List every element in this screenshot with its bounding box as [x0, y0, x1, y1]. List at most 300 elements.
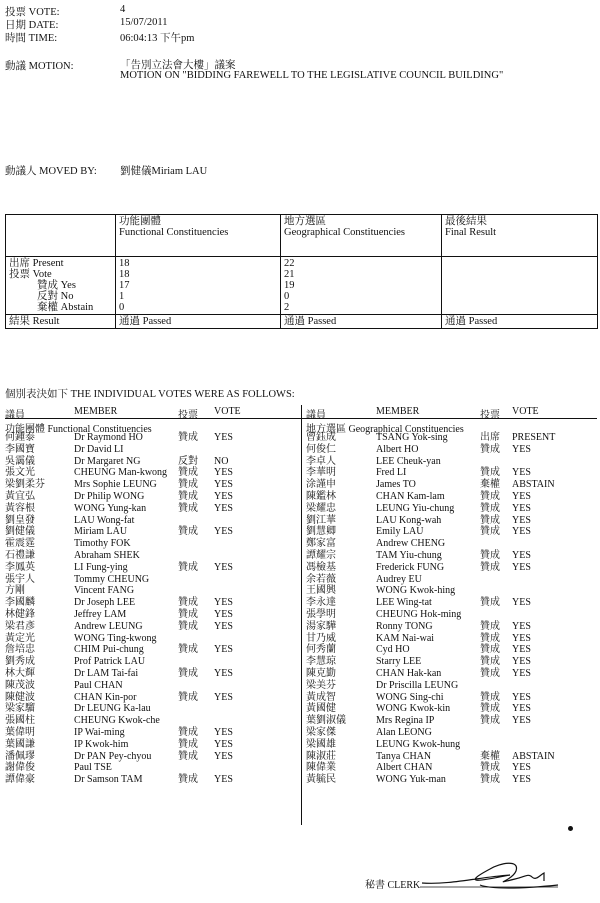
member-row: [5, 680, 295, 692]
member-name-en: Dr Raymond HO: [74, 432, 143, 443]
member-name-en: TSANG Yok-sing: [376, 432, 448, 443]
member-name-en: WONG Yung-kan: [74, 502, 147, 514]
member-vote-en: YES: [512, 561, 531, 573]
summary-table: [5, 214, 598, 329]
member-row: [306, 479, 596, 491]
member-row: [306, 668, 596, 680]
member-row: [5, 727, 295, 739]
member-name-en: Tanya CHAN: [376, 750, 432, 762]
member-vote-zh: 贊成: [178, 750, 198, 762]
member-row: [306, 609, 596, 621]
final-header-en: Final Result: [445, 227, 497, 238]
fc-abstain: 0: [119, 302, 125, 313]
member-name-zh: 張宇人: [5, 573, 35, 585]
member-row: [306, 633, 596, 645]
member-name-en: Miriam LAU: [74, 526, 128, 538]
member-vote-zh: 贊成: [480, 667, 500, 679]
member-vote-zh: 贊成: [178, 774, 198, 786]
member-vote-zh: 贊成: [480, 597, 500, 609]
motion-title-zh: 「告別立法會大樓」議案: [120, 60, 236, 71]
member-vote-en: YES: [214, 479, 233, 491]
left-col-member-header: MEMBER: [74, 406, 118, 417]
moved-by-label: 動議人 MOVED BY:: [5, 166, 97, 177]
member-vote-zh: 贊成: [480, 691, 500, 703]
member-name-en: CHAN Hak-kan: [376, 667, 442, 679]
member-row: [306, 515, 596, 527]
member-vote-en: YES: [214, 738, 233, 750]
member-vote-zh: 贊成: [178, 726, 198, 738]
row-label-present: 出席 Present: [9, 258, 64, 269]
member-vote-zh: 贊成: [480, 774, 500, 786]
summary-corner-cell: [6, 215, 116, 257]
member-row: [5, 562, 295, 574]
member-name-en: Vincent FANG: [74, 585, 135, 597]
fc-values: [116, 257, 281, 315]
member-vote-zh: 棄權: [480, 479, 500, 491]
member-vote-en: YES: [214, 726, 233, 738]
member-vote-en: YES: [512, 549, 531, 561]
member-name-zh: 譚耀宗: [306, 549, 336, 561]
member-name-zh: 湯家驊: [306, 620, 336, 632]
member-name-zh: 何鍾泰: [5, 432, 35, 443]
member-vote-zh: 贊成: [480, 715, 500, 727]
member-name-en: WONG Ting-kwong: [74, 632, 157, 644]
fc-present: 18: [119, 258, 130, 269]
member-vote-zh: 贊成: [178, 691, 198, 703]
member-name-zh: 李國寶: [5, 443, 35, 455]
member-name-zh: 黃容根: [5, 502, 35, 514]
member-vote-zh: 贊成: [178, 502, 198, 514]
fc-header-en: Functional Constituencies: [119, 227, 229, 238]
member-vote-en: YES: [512, 502, 531, 514]
member-vote-zh: 贊成: [480, 549, 500, 561]
member-vote-en: YES: [214, 597, 233, 609]
member-row: [306, 503, 596, 515]
member-name-en: Jeffrey LAM: [74, 608, 127, 620]
member-name-en: Abraham SHEK: [74, 549, 140, 561]
member-vote-zh: 贊成: [178, 597, 198, 609]
member-vote-zh: 贊成: [480, 703, 500, 715]
member-row: [5, 751, 295, 763]
member-row: [306, 562, 596, 574]
member-row: [306, 715, 596, 727]
clerk-signature: [420, 855, 560, 895]
member-vote-zh: 贊成: [480, 502, 500, 514]
member-name-zh: 黃宜弘: [5, 490, 35, 502]
member-name-zh: 李鳳英: [5, 561, 35, 573]
moved-by-value: 劉健儀Miriam LAU: [120, 166, 208, 177]
member-vote-en: YES: [214, 620, 233, 632]
final-result: 通過 Passed: [442, 315, 598, 329]
member-name-zh: 何秀蘭: [306, 644, 336, 656]
member-name-en: IP Wai-ming: [74, 726, 125, 738]
member-vote-en: YES: [214, 774, 233, 786]
left-member-list: [5, 432, 295, 786]
member-row: [5, 444, 295, 456]
member-vote-en: YES: [214, 667, 233, 679]
member-vote-en: YES: [512, 443, 531, 455]
member-name-zh: 張學明: [306, 608, 336, 620]
member-name-zh: 梁君彥: [5, 620, 35, 632]
member-name-en: Mrs Sophie LEUNG: [74, 479, 157, 491]
member-name-en: CHEUNG Kwok-che: [74, 715, 160, 727]
member-name-en: Dr Priscilla LEUNG: [376, 679, 459, 691]
member-vote-zh: 贊成: [178, 490, 198, 502]
member-vote-en: YES: [214, 691, 233, 703]
member-vote-zh: 贊成: [178, 432, 198, 443]
fc-vote: 18: [119, 269, 130, 280]
member-vote-en: YES: [214, 467, 233, 479]
member-name-zh: 霍震霆: [5, 538, 35, 550]
left-col-vote-header: VOTE: [214, 406, 241, 417]
member-name-zh: 梁家傑: [306, 726, 336, 738]
member-row: [306, 656, 596, 668]
member-name-en: LAU Wong-fat: [74, 514, 135, 526]
left-col-zh-header: 議員: [5, 410, 25, 421]
row-label-yes: 贊成 Yes: [37, 280, 76, 291]
member-vote-en: YES: [512, 691, 531, 703]
member-name-zh: 曾鈺成: [306, 432, 336, 443]
member-name-en: WONG Yuk-man: [376, 774, 446, 786]
member-vote-zh: 贊成: [178, 608, 198, 620]
row-label-no: 反對 No: [37, 291, 74, 302]
member-name-en: Dr David LI: [74, 443, 124, 455]
member-name-en: Dr Samson TAM: [74, 774, 143, 786]
clerk-label: 秘書 CLERK: [365, 880, 421, 891]
member-name-en: CHAN Kin-por: [74, 691, 137, 703]
member-name-zh: 謝偉俊: [5, 762, 35, 774]
member-vote-en: YES: [512, 620, 531, 632]
final-header-zh: 最後結果: [445, 216, 487, 227]
member-name-en: LAU Kong-wah: [376, 514, 442, 526]
member-name-en: CHIM Pui-chung: [74, 644, 144, 656]
gc-header-en: Geographical Constituencies: [284, 227, 406, 238]
member-name-zh: 余若薇: [306, 573, 336, 585]
member-name-en: Cyd HO: [376, 644, 410, 656]
member-name-zh: 馮檢基: [306, 561, 336, 573]
row-label-abstain: 棄權 Abstain: [37, 302, 94, 313]
member-name-en: Frederick FUNG: [376, 561, 445, 573]
member-row: [306, 703, 596, 715]
member-row: [306, 739, 596, 751]
member-vote-en: YES: [512, 632, 531, 644]
member-vote-zh: 贊成: [480, 632, 500, 644]
member-vote-zh: 贊成: [480, 467, 500, 479]
member-row: [5, 491, 295, 503]
member-vote-en: YES: [512, 656, 531, 668]
member-vote-en: YES: [512, 715, 531, 727]
member-name-en: Timothy FOK: [74, 538, 131, 550]
member-row: [5, 621, 295, 633]
member-name-en: Mrs Regina IP: [376, 715, 435, 727]
member-vote-en: YES: [512, 667, 531, 679]
member-row: [306, 585, 596, 597]
member-name-zh: 陳偉業: [306, 762, 336, 774]
member-name-zh: 張文光: [5, 467, 35, 479]
member-row: [5, 515, 295, 527]
member-row: [306, 432, 596, 444]
member-vote-zh: 贊成: [480, 490, 500, 502]
member-row: [5, 609, 295, 621]
member-row: [306, 692, 596, 704]
member-vote-zh: 出席: [480, 432, 500, 443]
member-row: [5, 633, 295, 645]
member-name-zh: 陳淑莊: [306, 750, 336, 762]
member-name-zh: 黃國健: [306, 703, 336, 715]
member-vote-en: YES: [512, 597, 531, 609]
member-row: [306, 774, 596, 786]
member-name-en: WONG Kwok-hing: [376, 585, 456, 597]
member-name-en: Dr Joseph LEE: [74, 597, 136, 609]
member-name-en: CHEUNG Hok-ming: [376, 608, 462, 620]
final-values: [442, 257, 598, 315]
member-name-en: Andrew CHENG: [376, 538, 446, 550]
member-vote-en: PRESENT: [512, 432, 556, 443]
member-vote-en: YES: [512, 467, 531, 479]
left-group-heading: 功能團體 Functional Constituencies: [5, 424, 152, 435]
member-row: [5, 550, 295, 562]
member-vote-zh: 贊成: [178, 479, 198, 491]
member-vote-zh: 棄權: [480, 750, 500, 762]
member-name-zh: 梁耀忠: [306, 502, 336, 514]
member-vote-en: YES: [512, 490, 531, 502]
member-row: [306, 538, 596, 550]
right-col-vote-header: VOTE: [512, 406, 539, 417]
member-name-zh: 林健鋒: [5, 608, 35, 620]
member-row: [5, 703, 295, 715]
gc-no: 0: [284, 291, 290, 302]
final-header: [442, 215, 598, 257]
member-vote-en: ABSTAIN: [512, 479, 555, 491]
member-name-en: WONG Sing-chi: [376, 691, 444, 703]
member-name-en: Dr LAM Tai-fai: [74, 667, 139, 679]
motion-title-en: MOTION ON "BIDDING FAREWELL TO THE LEGISLATIVE COUNCIL BUILDING": [120, 70, 504, 81]
member-name-en: Albert HO: [376, 443, 419, 455]
member-row: [5, 668, 295, 680]
member-name-en: KAM Nai-wai: [376, 632, 435, 644]
summary-row-labels: [6, 257, 116, 315]
gc-vote: 21: [284, 269, 295, 280]
member-row: [306, 456, 596, 468]
member-name-en: CHAN Kam-lam: [376, 490, 445, 502]
member-name-zh: 劉秀成: [5, 656, 35, 668]
member-name-zh: 張國柱: [5, 715, 35, 727]
member-vote-zh: 贊成: [480, 620, 500, 632]
member-row: [5, 585, 295, 597]
gc-header: [281, 215, 442, 257]
member-row: [5, 479, 295, 491]
member-name-zh: 劉皇發: [5, 514, 35, 526]
row-label-vote: 投票 Vote: [9, 269, 52, 280]
left-col-vote-zh-header: 投票: [178, 410, 198, 421]
member-vote-en: YES: [214, 490, 233, 502]
member-name-en: LEUNG Yiu-chung: [376, 502, 455, 514]
member-row: [306, 444, 596, 456]
individual-votes-heading: 個別表決如下 THE INDIVIDUAL VOTES WERE AS FOLLOWS:: [5, 389, 295, 400]
member-name-en: TAM Yiu-chung: [376, 549, 442, 561]
member-name-en: Audrey EU: [376, 573, 422, 585]
member-name-zh: 葉劉淑儀: [306, 715, 346, 727]
member-row: [5, 739, 295, 751]
member-name-zh: 陳茂波: [5, 679, 35, 691]
member-vote-zh: 贊成: [480, 561, 500, 573]
bullet-dot: [568, 826, 573, 831]
time-value: 06:04:13 下午pm: [120, 33, 195, 44]
fc-yes: 17: [119, 280, 130, 291]
member-name-zh: 陳克勤: [306, 667, 336, 679]
right-member-list: [306, 432, 596, 786]
member-vote-en: YES: [512, 774, 531, 786]
member-name-en: CHEUNG Man-kwong: [74, 467, 168, 479]
member-vote-zh: 反對: [178, 455, 198, 467]
member-name-zh: 黃成智: [306, 691, 336, 703]
member-vote-zh: 贊成: [480, 644, 500, 656]
member-vote-zh: 贊成: [480, 443, 500, 455]
member-name-en: LEE Cheuk-yan: [376, 455, 441, 467]
member-name-zh: 涂謹申: [306, 479, 336, 491]
fc-result: 通過 Passed: [116, 315, 281, 329]
member-row: [5, 656, 295, 668]
gc-header-zh: 地方選區: [284, 216, 326, 227]
member-name-en: Emily LAU: [376, 526, 424, 538]
vote-label: 投票 VOTE:: [5, 7, 60, 18]
gc-result: 通過 Passed: [281, 315, 442, 329]
member-row: [5, 538, 295, 550]
member-name-zh: 葉偉明: [5, 726, 35, 738]
column-divider: [301, 405, 302, 825]
member-name-en: Dr LEUNG Ka-lau: [74, 703, 151, 715]
member-name-zh: 李華明: [306, 467, 336, 479]
date-label: 日期 DATE:: [5, 20, 59, 31]
member-vote-zh: 贊成: [178, 644, 198, 656]
right-group-heading: 地方選區 Geographical Constituencies: [306, 424, 464, 435]
member-vote-en: YES: [512, 762, 531, 774]
member-name-zh: 黃毓民: [306, 774, 336, 786]
member-name-zh: 何俊仁: [306, 443, 336, 455]
member-row: [5, 762, 295, 774]
right-col-zh-header: 議員: [306, 410, 326, 421]
member-vote-en: YES: [214, 526, 233, 538]
member-vote-zh: 贊成: [480, 526, 500, 538]
member-name-zh: 李卓人: [306, 455, 336, 467]
gc-present: 22: [284, 258, 295, 269]
member-vote-zh: 贊成: [178, 620, 198, 632]
member-vote-en: YES: [512, 644, 531, 656]
member-name-en: Dr Philip WONG: [74, 490, 145, 502]
member-name-zh: 林大輝: [5, 667, 35, 679]
member-name-zh: 梁國雄: [306, 738, 336, 750]
member-vote-en: YES: [214, 750, 233, 762]
member-name-zh: 李國麟: [5, 597, 35, 609]
right-col-member-header: MEMBER: [376, 406, 420, 417]
member-name-en: Starry LEE: [376, 656, 422, 668]
member-name-zh: 石禮謙: [5, 549, 35, 561]
member-vote-en: YES: [214, 432, 233, 443]
member-name-zh: 鄭家富: [306, 538, 336, 550]
member-name-en: Dr Margaret NG: [74, 455, 141, 467]
member-vote-en: YES: [512, 703, 531, 715]
member-vote-en: ABSTAIN: [512, 750, 555, 762]
vote-value: 4: [120, 4, 126, 15]
member-name-zh: 李永達: [306, 597, 336, 609]
member-row: [5, 692, 295, 704]
member-vote-en: YES: [512, 526, 531, 538]
member-vote-zh: 贊成: [480, 514, 500, 526]
member-name-en: Tommy CHEUNG: [74, 573, 150, 585]
member-name-en: Alan LEONG: [376, 726, 432, 738]
fc-no: 1: [119, 291, 125, 302]
member-name-en: Prof Patrick LAU: [74, 656, 146, 668]
member-row: [306, 467, 596, 479]
member-row: [306, 762, 596, 774]
date-value: 15/07/2011: [120, 17, 168, 28]
member-row: [5, 597, 295, 609]
right-col-vote-zh-header: 投票: [480, 410, 500, 421]
member-name-en: Albert CHAN: [376, 762, 433, 774]
member-name-en: LEE Wing-tat: [376, 597, 432, 609]
member-name-en: James TO: [376, 479, 416, 491]
time-label: 時間 TIME:: [5, 33, 58, 44]
member-name-zh: 劉健儀: [5, 526, 35, 538]
gc-yes: 19: [284, 280, 295, 291]
member-vote-zh: 贊成: [480, 762, 500, 774]
member-vote-en: YES: [214, 561, 233, 573]
member-row: [306, 526, 596, 538]
member-vote-zh: 贊成: [178, 561, 198, 573]
member-row: [5, 644, 295, 656]
member-row: [306, 597, 596, 609]
member-vote-en: YES: [214, 644, 233, 656]
member-row: [306, 550, 596, 562]
member-name-zh: 譚偉豪: [5, 774, 35, 786]
gc-values: [281, 257, 442, 315]
member-name-zh: 方剛: [5, 585, 25, 597]
member-vote-en: YES: [214, 608, 233, 620]
member-row: [5, 774, 295, 786]
fc-header: [116, 215, 281, 257]
result-label: 結果 Result: [6, 315, 116, 329]
member-name-zh: 王國興: [306, 585, 336, 597]
member-vote-zh: 贊成: [178, 467, 198, 479]
member-name-zh: 梁劉柔芬: [5, 479, 45, 491]
member-row: [5, 574, 295, 586]
member-name-en: LI Fung-ying: [74, 561, 128, 573]
member-name-zh: 潘佩璆: [5, 750, 35, 762]
member-row: [306, 574, 596, 586]
member-row: [5, 503, 295, 515]
member-name-en: Paul TSE: [74, 762, 112, 774]
member-row: [5, 456, 295, 468]
gc-abstain: 2: [284, 302, 290, 313]
member-name-zh: 劉江華: [306, 514, 336, 526]
member-name-en: Paul CHAN: [74, 679, 123, 691]
member-name-en: Fred LI: [376, 467, 407, 479]
member-name-en: Dr PAN Pey-chyou: [74, 750, 152, 762]
member-name-en: Ronny TONG: [376, 620, 433, 632]
fc-header-zh: 功能團體: [119, 216, 161, 227]
member-vote-en: YES: [512, 514, 531, 526]
member-name-en: LEUNG Kwok-hung: [376, 738, 461, 750]
member-name-zh: 陳鑑林: [306, 490, 336, 502]
member-vote-zh: 贊成: [178, 526, 198, 538]
member-row: [306, 644, 596, 656]
member-name-en: Andrew LEUNG: [74, 620, 143, 632]
member-vote-zh: 贊成: [178, 738, 198, 750]
member-vote-en: NO: [214, 455, 229, 467]
member-name-zh: 劉慧卿: [306, 526, 336, 538]
member-name-en: WONG Kwok-kin: [376, 703, 451, 715]
member-name-en: IP Kwok-him: [74, 738, 129, 750]
